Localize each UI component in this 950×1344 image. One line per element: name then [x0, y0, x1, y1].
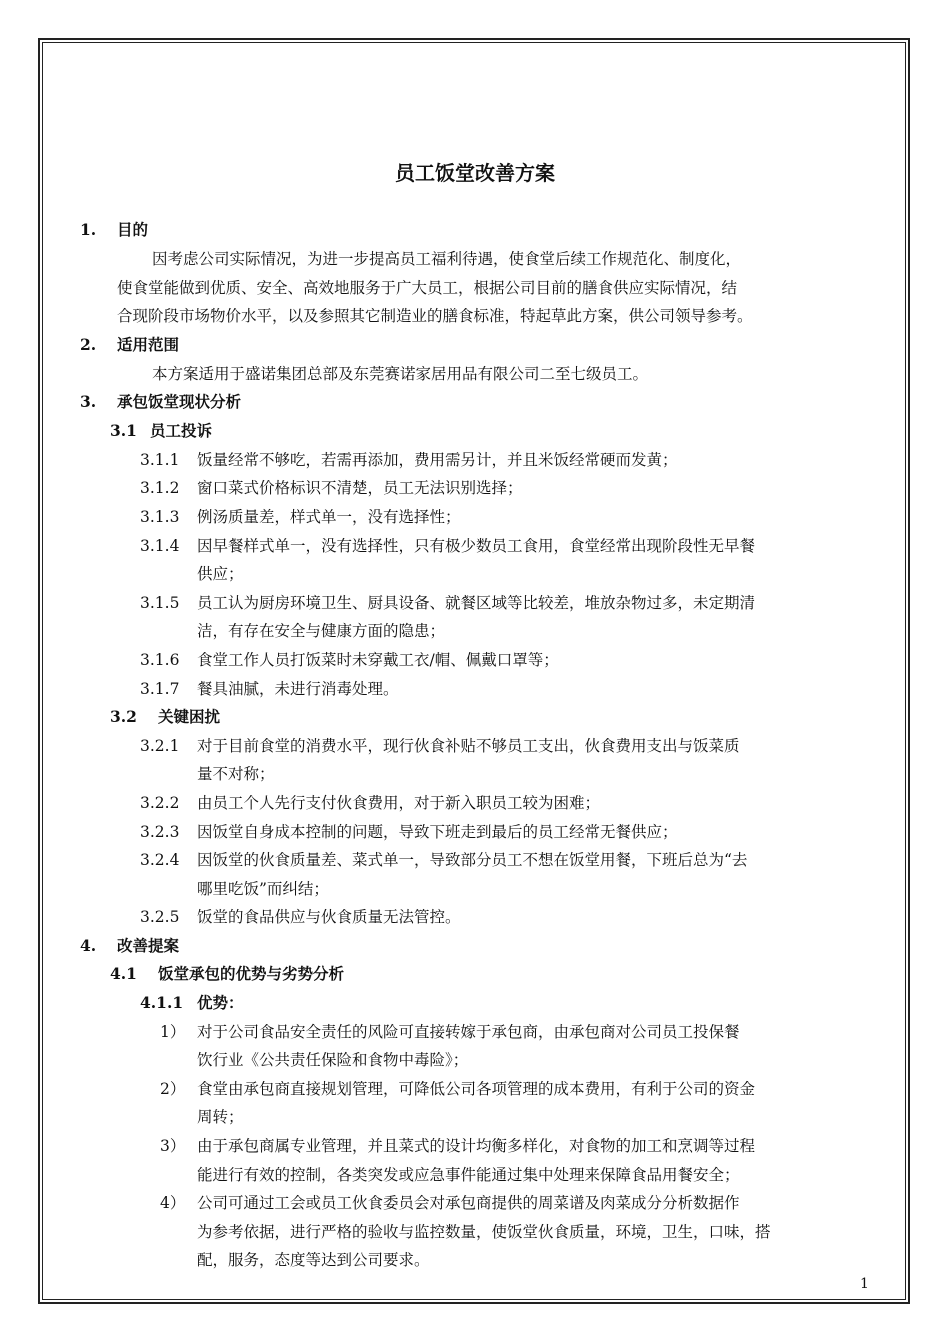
advantage-3-number: 3）: [160, 1137, 186, 1155]
item-3-1-1-text: 饭量经常不够吃，若需再添加，费用需另计，并且米饭经常硬而发黄；: [197, 451, 678, 469]
item-3-1-5-text-2: 洁，有存在安全与健康方面的隐患；: [197, 622, 446, 640]
subsection-4-1-heading: 饭堂承包的优势与劣势分析: [158, 964, 345, 983]
advantage-3-text-1: 由于承包商属专业管理，并且菜式的设计均衡多样化，对食物的加工和烹调等过程: [197, 1137, 756, 1155]
item-3-1-7-number: 3.1.7: [140, 680, 180, 698]
section-1-line-1: 因考虑公司实际情况，为进一步提高员工福利待遇，使食堂后续工作规范化、制度化，: [152, 250, 742, 268]
section-1-number: 1.: [80, 220, 97, 239]
item-3-1-7-text: 餐具油腻，未进行消毒处理。: [197, 680, 399, 698]
item-3-1-2-number: 3.1.2: [140, 479, 180, 497]
item-3-1-6-text: 食堂工作人员打饭菜时未穿戴工衣/帽、佩戴口罩等；: [197, 651, 559, 669]
item-3-2-3-number: 3.2.3: [140, 823, 180, 841]
item-3-2-5-text: 饭堂的食品供应与伙食质量无法管控。: [197, 908, 461, 926]
section-1-line-2: 使食堂能做到优质、安全、高效地服务于广大员工，根据公司目前的膳食供应实际情况，结: [117, 279, 738, 297]
advantage-3-text-2: 能进行有效的控制，各类突发或应急事件能通过集中处理来保障食品用餐安全；: [197, 1166, 740, 1184]
item-3-2-1-number: 3.2.1: [140, 737, 180, 755]
advantage-4-text-2: 为参考依据，进行严格的验收与监控数量，使饭堂伙食质量，环境，卫生，口味，搭: [197, 1223, 771, 1241]
section-4-number: 4.: [80, 936, 97, 955]
section-2-line-1: 本方案适用于盛诺集团总部及东莞赛诺家居用品有限公司二至七级员工。: [152, 365, 649, 383]
section-3-heading: 承包饭堂现状分析: [117, 392, 242, 411]
subsection-3-1-heading: 员工投诉: [150, 421, 213, 440]
item-3-2-2-number: 3.2.2: [140, 794, 180, 812]
page-number: 1: [860, 1276, 869, 1292]
item-3-1-4-text-2: 供应；: [197, 565, 244, 583]
item-3-1-5-number: 3.1.5: [140, 594, 180, 612]
item-3-1-3-number: 3.1.3: [140, 508, 180, 526]
item-3-2-5-number: 3.2.5: [140, 908, 180, 926]
advantage-2-text-2: 周转；: [197, 1108, 244, 1126]
item-3-2-1-text-2: 量不对称；: [197, 765, 275, 783]
item-3-1-1-number: 3.1.1: [140, 451, 180, 469]
item-3-2-4-number: 3.2.4: [140, 851, 180, 869]
advantage-1-number: 1）: [160, 1023, 186, 1041]
document-title: 员工饭堂改善方案: [395, 161, 555, 185]
item-3-2-1-text-1: 对于目前食堂的消费水平，现行伙食补贴不够员工支出，伙食费用支出与饭菜质: [197, 737, 740, 755]
item-3-2-2-text: 由员工个人先行支付伙食费用，对于新入职员工较为困难；: [197, 794, 601, 812]
section-2-heading: 适用范围: [117, 335, 180, 354]
advantage-2-number: 2）: [160, 1080, 186, 1098]
item-3-2-4-text-1: 因饭堂的伙食质量差、菜式单一，导致部分员工不想在饭堂用餐，下班后总为“去: [197, 851, 748, 869]
item-3-2-3-text: 因饭堂自身成本控制的问题，导致下班走到最后的员工经常无餐供应；: [197, 823, 678, 841]
subsection-3-1-number: 3.1: [110, 421, 137, 440]
advantage-1-text-1: 对于公司食品安全责任的风险可直接转嫁于承包商，由承包商对公司员工投保餐: [197, 1023, 740, 1041]
section-1-line-3: 合现阶段市场物价水平，以及参照其它制造业的膳食标准，特起草此方案，供公司领导参考。: [117, 307, 753, 325]
section-4-heading: 改善提案: [117, 936, 180, 955]
item-3-2-4-text-2: 哪里吃饭”而纠结；: [197, 880, 329, 898]
page-border-inner: [42, 42, 906, 1300]
section-3-number: 3.: [80, 392, 97, 411]
advantage-2-text-1: 食堂由承包商直接规划管理，可降低公司各项管理的成本费用，有利于公司的资金: [197, 1080, 756, 1098]
subsection-3-2-heading: 关键困扰: [158, 707, 221, 726]
item-3-1-4-number: 3.1.4: [140, 537, 180, 555]
item-3-1-6-number: 3.1.6: [140, 651, 180, 669]
advantage-1-text-2: 饮行业《公共责任保险和食物中毒险》；: [197, 1051, 469, 1069]
subsection-4-1-1-number: 4.1.1: [140, 993, 184, 1012]
advantage-4-text-1: 公司可通过工会或员工伙食委员会对承包商提供的周菜谱及肉菜成分分析数据作: [197, 1194, 740, 1212]
section-2-number: 2.: [80, 335, 97, 354]
item-3-1-5-text-1: 员工认为厨房环境卫生、厨具设备、就餐区域等比较差，堆放杂物过多，未定期清: [197, 594, 756, 612]
subsection-4-1-1-heading: 优势：: [197, 993, 244, 1012]
advantage-4-text-3: 配，服务，态度等达到公司要求。: [197, 1251, 430, 1269]
item-3-1-3-text: 例汤质量差，样式单一，没有选择性；: [197, 508, 461, 526]
section-1-heading: 目的: [117, 220, 149, 239]
advantage-4-number: 4）: [160, 1194, 186, 1212]
item-3-1-4-text-1: 因早餐样式单一，没有选择性，只有极少数员工食用，食堂经常出现阶段性无早餐: [197, 537, 756, 555]
subsection-3-2-number: 3.2: [110, 707, 137, 726]
subsection-4-1-number: 4.1: [110, 964, 137, 983]
item-3-1-2-text: 窗口菜式价格标识不清楚，员工无法识别选择；: [197, 479, 523, 497]
